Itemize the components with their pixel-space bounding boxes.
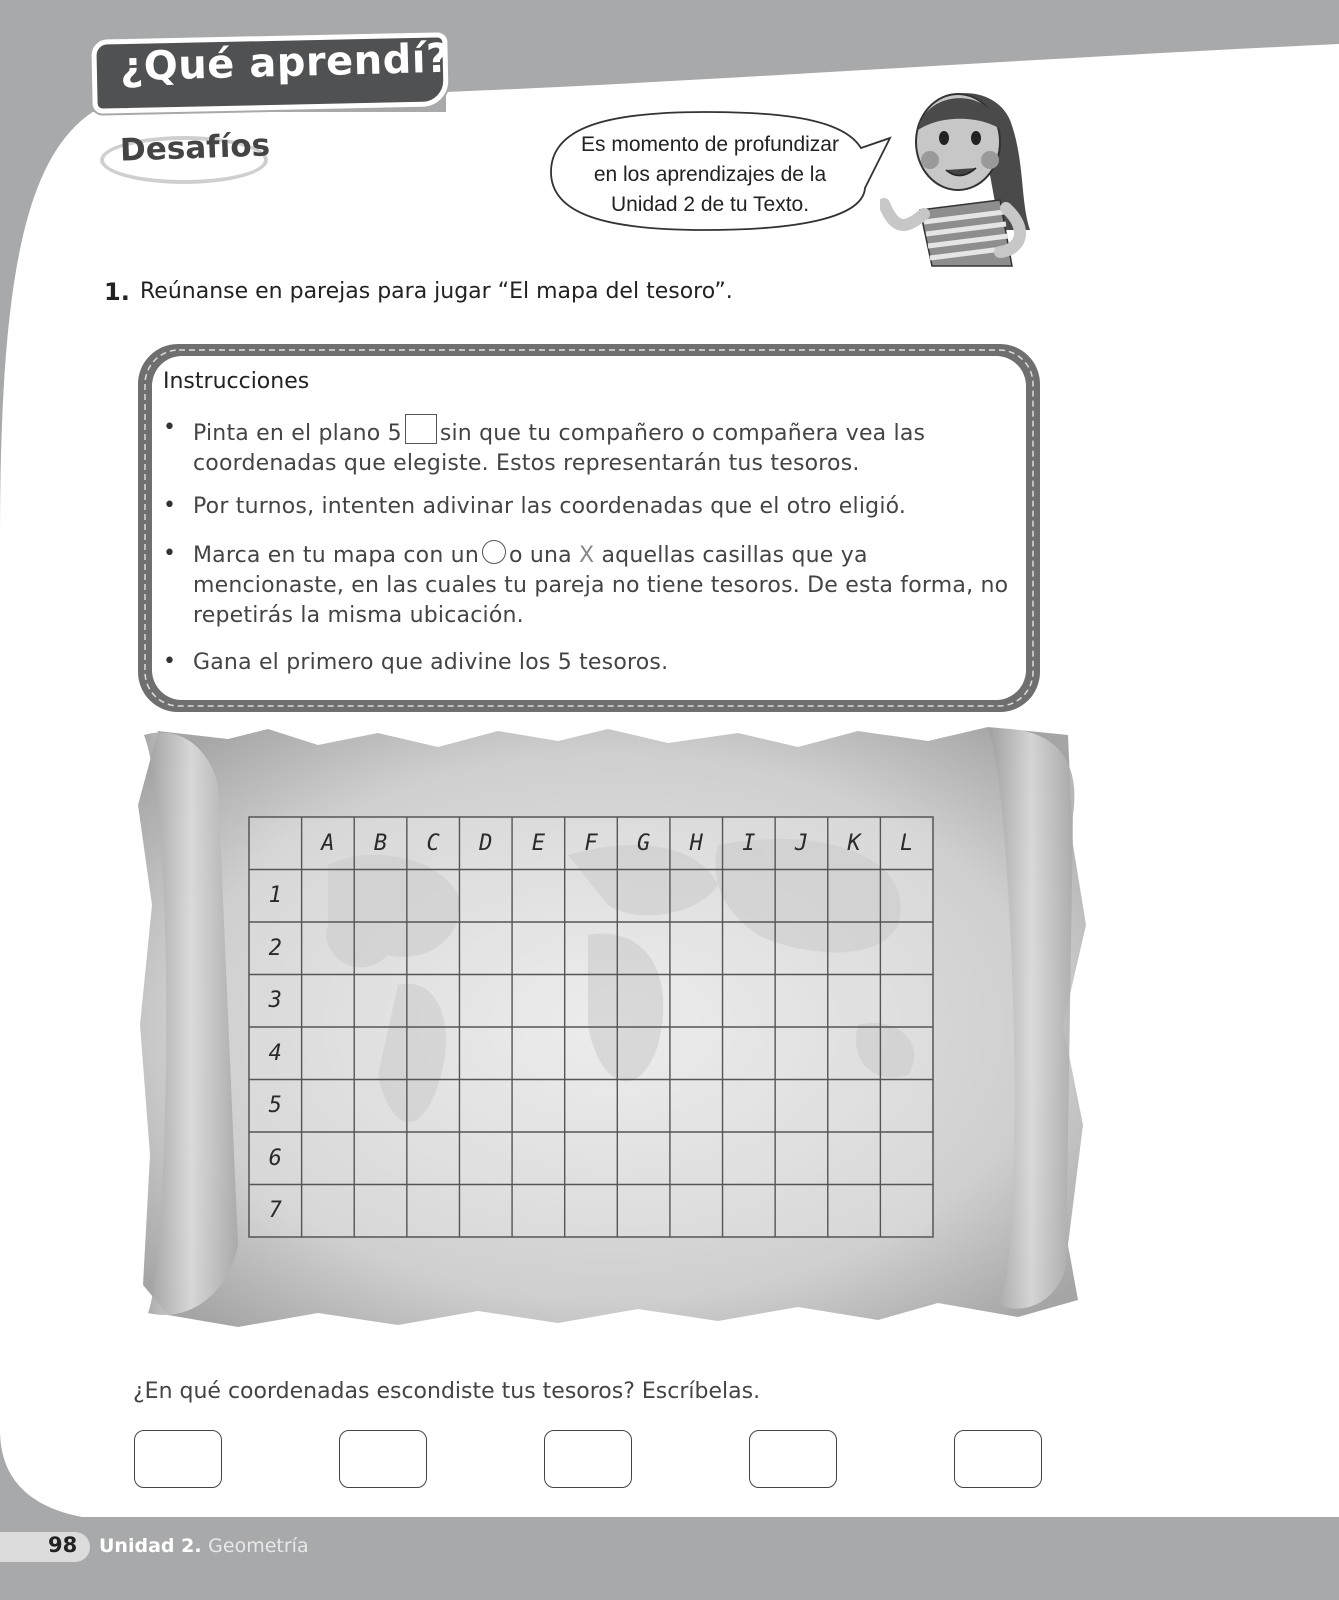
unit-subject: Geometría	[208, 1535, 309, 1557]
circle-icon	[482, 540, 506, 564]
page-number: 98	[48, 1533, 78, 1557]
column-label-a: A	[321, 830, 335, 856]
column-label-k: K	[847, 830, 861, 856]
column-label-b: B	[373, 830, 388, 856]
row-label-2: 2	[268, 935, 282, 961]
row-label-1: 1	[268, 883, 282, 909]
instruction-item-1: Pinta en el plano 5 sin que tu compañero o compañera vea las coordenadas que elegiste. Estos representarán tus tesoros.	[193, 414, 925, 479]
column-label-c: C	[426, 830, 440, 856]
answer-box-1[interactable]	[134, 1430, 222, 1488]
instruction-item-4: Gana el primero que adivine los 5 tesoros.	[193, 650, 669, 675]
column-label-d: D	[479, 830, 493, 856]
row-label-5: 5	[268, 1093, 282, 1119]
column-label-e: E	[531, 830, 545, 856]
row-label-7: 7	[268, 1198, 282, 1224]
answer-box-5[interactable]	[954, 1430, 1042, 1488]
bullet-marker: •	[163, 649, 176, 674]
instruction-item-3: Marca en tu mapa con un o una X aquellas casillas que ya mencionaste, en las cuales tu pareja no tiene tesoros. De esta forma, no repetirás la misma ubicación.	[193, 540, 1008, 631]
instruction-item-2: Por turnos, intenten adivinar las coordenadas que el otro eligió.	[193, 494, 907, 519]
answer-prompt: ¿En qué coordenadas escondiste tus tesoros? Escríbelas.	[133, 1379, 761, 1404]
row-label-4: 4	[268, 1040, 282, 1066]
answer-box-3[interactable]	[544, 1430, 632, 1488]
row-label-6: 6	[268, 1145, 282, 1171]
answer-box-4[interactable]	[749, 1430, 837, 1488]
x-mark: X	[579, 543, 595, 568]
question-text: Reúnanse en parejas para jugar “El mapa del tesoro”.	[140, 279, 733, 304]
column-label-g: G	[636, 830, 651, 856]
instructions-title: Instrucciones	[163, 369, 310, 394]
section-title: Desafíos	[119, 127, 271, 169]
unit-label: Unidad 2. Geometría	[99, 1535, 309, 1557]
bullet-marker: •	[163, 541, 176, 566]
column-label-f: F	[584, 830, 598, 856]
row-label-3: 3	[268, 988, 282, 1014]
bullet-marker: •	[163, 415, 176, 440]
answer-box-2[interactable]	[339, 1430, 427, 1488]
coordinate-grid	[248, 816, 934, 1238]
square-icon	[405, 414, 437, 444]
bullet-marker: •	[163, 493, 176, 518]
column-label-h: H	[689, 830, 703, 856]
question-number: 1.	[104, 278, 130, 306]
column-label-l: L	[900, 830, 914, 856]
column-label-i: I	[742, 830, 756, 856]
girl-character-illustration	[880, 80, 1050, 270]
column-label-j: J	[794, 830, 809, 856]
page-title: ¿Qué aprendí?	[119, 35, 451, 91]
speech-bubble-text: Es momento de profundizar en los aprendizajes de la Unidad 2 de tu Texto.	[581, 133, 839, 216]
